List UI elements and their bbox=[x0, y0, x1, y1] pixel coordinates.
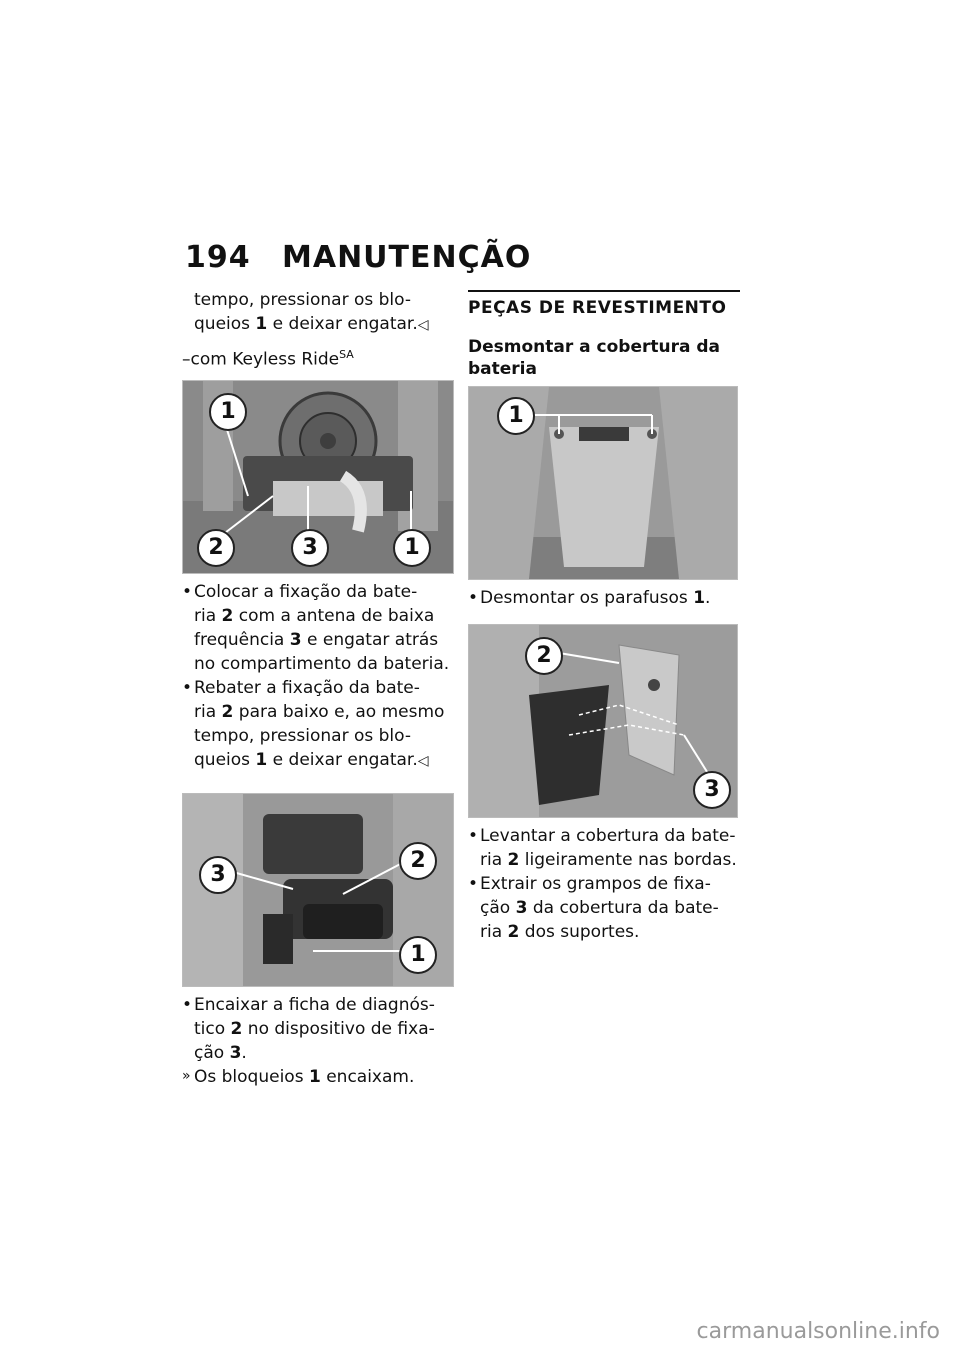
step-extract-clips: • Extrair os grampos de fixa- ção 3 da cobertura da bate- ria 2 dos suportes. bbox=[468, 872, 740, 944]
left-column bbox=[182, 288, 454, 1089]
page-header bbox=[185, 240, 531, 275]
callout-1-right: 1 bbox=[393, 529, 431, 567]
section-title: PEÇAS DE REVESTIMENTO bbox=[468, 290, 740, 330]
keyless-ride-label: –com Keyless Ride$^{SA}$ bbox=[182, 348, 354, 370]
subsection-title: Desmontar a cobertura da bateria bbox=[468, 337, 721, 379]
callout-2: 2 bbox=[197, 529, 235, 567]
step-fold-fixation: • Rebater a fixação da bate- ria 2 para baixo e, ao mesmo tempo, pressionar os blo- queios 1 e deixar engatar.◁ bbox=[182, 676, 454, 773]
callout-2: 2 bbox=[399, 842, 437, 880]
continuation-paragraph: tempo, pressionar os blo- queios 1 e deixar engatar.◁ bbox=[194, 290, 429, 334]
callout-3: 3 bbox=[693, 771, 731, 809]
chapter-title: MANUTENÇÃO bbox=[282, 240, 532, 275]
figure-battery-fixation bbox=[182, 380, 454, 574]
end-mark-icon: ◁ bbox=[417, 752, 429, 769]
callout-3: 3 bbox=[199, 856, 237, 894]
figure-lift-battery-cover bbox=[468, 624, 738, 818]
page-number: 194 bbox=[185, 240, 251, 275]
step-lift-cover: • Levantar a cobertura da bate- ria 2 ligeiramente nas bordas. bbox=[468, 824, 740, 872]
callout-1: 1 bbox=[399, 936, 437, 974]
right-column bbox=[468, 290, 740, 944]
figure-battery-cover-screws bbox=[468, 386, 738, 580]
end-mark-icon: ◁ bbox=[417, 317, 429, 333]
callout-1: 1 bbox=[209, 393, 247, 431]
watermark: carmanualsonline.info bbox=[696, 1319, 940, 1344]
step-insert-diagnostic-plug: • Encaixar a ficha de diagnós- tico 2 no dispositivo de fixa- ção 3. bbox=[182, 993, 454, 1065]
figure-diagnostic-plug bbox=[182, 793, 454, 987]
result-locks-engage: » Os bloqueios 1 encaixam. bbox=[182, 1065, 454, 1089]
step-remove-screws: • Desmontar os parafusos 1. bbox=[468, 586, 740, 610]
sa-superscript: SA bbox=[339, 348, 354, 361]
callout-2: 2 bbox=[525, 637, 563, 675]
step-place-fixation: • Colocar a fixação da bate- ria 2 com a antena de baixa frequência 3 e engatar atrás no compartimento da bateria. bbox=[182, 580, 454, 676]
callout-3: 3 bbox=[291, 529, 329, 567]
callout-1: 1 bbox=[497, 397, 535, 435]
